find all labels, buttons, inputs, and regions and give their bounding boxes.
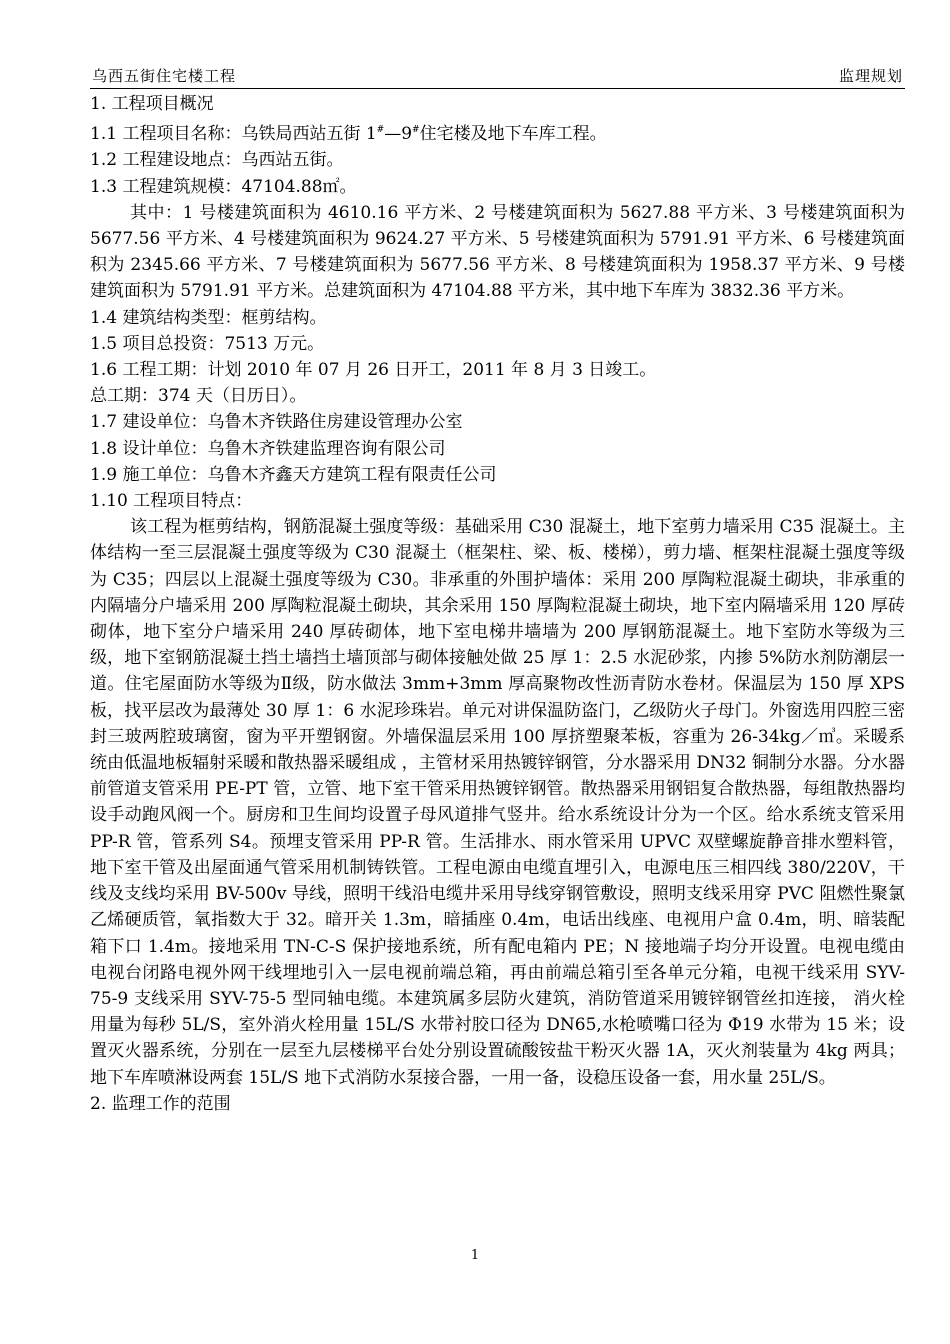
header-project-title: 乌西五街住宅楼工程 [92,67,237,85]
section-2-heading: 2. 监理工作的范围 [90,1093,231,1114]
project-name-line [90,117,905,147]
project-name-end: 住宅楼及地下车库工程。 [419,124,607,145]
area-detail-paragraph: 其中：1 号楼建筑面积为 4610.16 平方米、2 号楼建筑面积为 5627.88 平方米、3 号楼建筑面积为 5677.56 平方米、4 号楼建筑面积为 9624.27 平方米、5 号楼建筑面积为 5791.91 平方米、6 号楼建筑面积为 2345.66 平方米、7 号楼建筑面积为 5677.56 平方米、8 号楼建筑面积为 1958.37 平方米、9 号楼建筑面积为 5791.91 平方米。总建筑面积为 47104.88 平方米，其中地下车库为 3832.36 平方米。 [90,202,905,302]
project-name-mid: —9 [384,124,413,145]
total-duration: 总工期：374 天（日历日）。 [90,386,307,407]
owner-unit: 1.7 建设单位：乌鲁木齐铁路住房建设管理办公室 [90,412,463,433]
total-investment: 1.5 项目总投资：7513 万元。 [90,333,325,354]
header-document-type: 监理规划 [838,67,903,85]
construction-unit: 1.9 施工单位：乌鲁木齐鑫天方建筑工程有限责任公司 [90,464,497,485]
page-number: 1 [470,1248,480,1263]
project-name-sup-1: # [376,125,385,136]
project-scale: 1.3 工程建筑规模：47104.88㎡。 [90,176,357,197]
project-name-label: 1.1 工程项目名称：乌铁局西站五街 1 [90,124,377,145]
project-name-sup-2: # [412,125,420,136]
section-1-heading: 1. 工程项目概况 [90,94,214,114]
document-body [90,91,905,1117]
design-unit: 1.8 设计单位：乌鲁木齐铁建监理咨询有限公司 [90,438,446,459]
document-page [90,60,905,1117]
construction-schedule: 1.6 工程工期：计划 2010 年 07 月 26 日开工，2011 年 8 月 3 日竣工。 [90,360,657,381]
project-location: 1.2 工程建设地点：乌西站五街。 [90,150,344,171]
features-paragraph: 该工程为框剪结构，钢筋混凝土强度等级：基础采用 C30 混凝土，地下室剪力墙采用 C35 混凝土。主体结构一至三层混凝土强度等级为 C30 混凝土（框架柱、梁、板、楼梯），剪力墙、框架柱混凝土强度等级为 C35；四层以上混凝土强度等级为 C30。非承重的外围护墙体：采用 200 厚陶粒混凝土砌块，非承重的内隔墙分户墙采用 200 厚陶粒混凝土砌块，其余采用 150 厚陶粒混凝土砌块，地下室内隔墙采用 120 厚砖砌体，地下室分户墙采用 240 厚砖砌体，地下室电梯井墙墙为 200 厚钢筋混凝土。地下室防水等级为三级，地下室钢筋混凝土挡土墙挡土墙顶部与砌体接触处做 25 厚 1：2.5 水泥砂浆，内掺 5%防水剂防潮层一道。住宅屋面防水等级为Ⅱ级，防水做法 3mm+3mm 厚高聚物改性沥青防水卷材。保温层为 150 厚 XPS 板，找平层改为最薄处 30 厚 1：6 水泥珍珠岩。单元对讲保温防盗门，乙级防火子母门。外窗选用四腔三密封三玻两腔玻璃窗，窗为平开塑钢窗。外墙保温层采用 100 厚挤塑聚苯板，容重为 26-34kg／㎥。采暖系统由低温地板辐射采暖和散热器采暖组成 ，主管材采用热镀锌钢管，分水器采用 DN32 铜制分水器。分水器前管道支管采用 PE-PT 管，立管、地下室干管采用热镀锌钢管。散热器采用钢铝复合散热器，每组散热器均设手动跑风阀一个。厨房和卫生间均设置子母风道排气竖井。给水系统设计分为一个区。给水系统支管采用 PP-R 管，管系列 S4。预埋支管采用 PP-R 管。生活排水、雨水管采用 UPVC 双壁螺旋静音排水塑料管，地下室干管及出屋面通气管采用机制铸铁管。工程电源由电缆直埋引入，电源电压三相四线 380/220V，干线及支线均采用 BV-500v 导线，照明干线沿电缆井采用导线穿钢管敷设，照明支线采用穿 PVC 阻燃性聚氯乙烯硬质管，氧指数大于 32。暗开关 1.3m，暗插座 0.4m，电话出线座、电视用户盒 0.4m，明、暗装配箱下口 1.4m。接地采用 TN-C-S 保护接地系统，所有配电箱内 PE；N 接地端子均分开设置。电视电缆由电视台闭路电视外网干线埋地引入一层电视前端总箱，再由前端总箱引至各单元分箱，电视干线采用 SYV-75-9 支线采用 SYV-75-5 型同轴电缆。本建筑属多层防火建筑，消防管道采用镀锌钢管丝扣连接， 消火栓用量为每秒 5L/S，室外消火栓用量 15L/S 水带衬胶口径为 DN65,水枪喷嘴口径为 Φ19 水带为 15 米；设置灭火器系统，分别在一层至九层楼梯平台处分别设置硫酸铵盐干粉灭火器 1A，灭火剂装量为 4kg 两具；地下车库喷淋设两套 15L/S 地下式消防水泵接合器，一用一备，设稳压设备一套，用水量 25L/S。 [90,517,905,1088]
structure-type: 1.4 建筑结构类型：框剪结构。 [90,307,327,328]
page-header [90,60,905,89]
features-heading: 1.10 工程项目特点： [90,491,253,512]
